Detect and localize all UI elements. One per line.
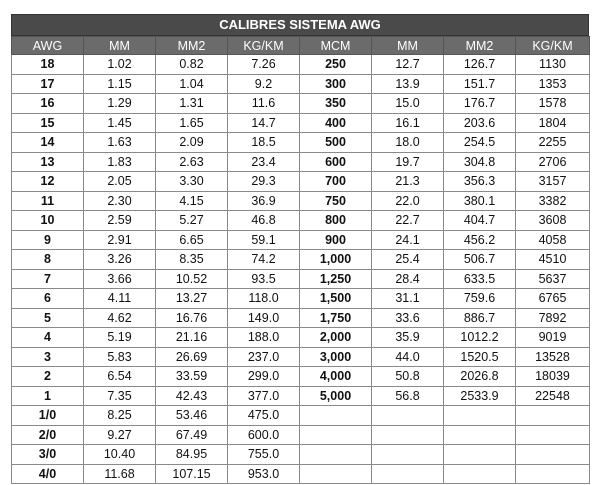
awg-mm2-cell: 2.09 [156,133,228,153]
mcm-mm2-cell: 380.1 [444,191,516,211]
awg-gauge-cell: 8 [12,250,84,270]
awg-gauge-cell: 3 [12,347,84,367]
awg-gauge-cell: 2 [12,367,84,387]
table-row [12,74,590,94]
mcm-mm-cell: 18.0 [372,133,444,153]
table-row [12,269,590,289]
awg-kgkm-cell: 59.1 [228,230,300,250]
awg-kgkm-cell: 953.0 [228,464,300,484]
awg-kgkm-cell: 93.5 [228,269,300,289]
table-row [12,464,590,484]
table-row [12,250,590,270]
mcm-gauge-cell: 750 [300,191,372,211]
mcm-mm2-cell: 1012.2 [444,328,516,348]
mcm-gauge-cell: 900 [300,230,372,250]
awg-kgkm-cell: 299.0 [228,367,300,387]
awg-gauge-cell: 3/0 [12,445,84,465]
mcm-gauge-cell: 800 [300,211,372,231]
mcm-mm2-cell: 886.7 [444,308,516,328]
awg-gauge-cell: 11 [12,191,84,211]
awg-kgkm-cell: 9.2 [228,74,300,94]
table-row [12,328,590,348]
awg-kgkm-cell: 36.9 [228,191,300,211]
awg-gauge-cell: 6 [12,289,84,309]
header-mcm: MCM [300,37,372,55]
empty-cell [444,406,516,426]
mcm-mm-cell: 22.0 [372,191,444,211]
mcm-kgkm-cell: 4510 [516,250,590,270]
mcm-gauge-cell: 1,500 [300,289,372,309]
awg-kgkm-cell: 18.5 [228,133,300,153]
awg-gauge-cell: 12 [12,172,84,192]
mcm-gauge-cell: 5,000 [300,386,372,406]
awg-mm2-cell: 4.15 [156,191,228,211]
empty-cell [516,464,590,484]
awg-kgkm-cell: 377.0 [228,386,300,406]
mcm-mm-cell: 33.6 [372,308,444,328]
mcm-kgkm-cell: 2255 [516,133,590,153]
awg-mm-cell: 1.29 [84,94,156,114]
awg-mm-cell: 2.30 [84,191,156,211]
awg-mm2-cell: 1.04 [156,74,228,94]
table-row [12,191,590,211]
mcm-kgkm-cell: 2706 [516,152,590,172]
awg-mm2-cell: 10.52 [156,269,228,289]
header-kgkm-left: KG/KM [228,37,300,55]
awg-mm-cell: 3.26 [84,250,156,270]
empty-cell [372,406,444,426]
awg-kgkm-cell: 237.0 [228,347,300,367]
mcm-kgkm-cell: 4058 [516,230,590,250]
awg-mm-cell: 2.91 [84,230,156,250]
awg-mm2-cell: 2.63 [156,152,228,172]
table-row [12,55,590,75]
awg-kgkm-cell: 755.0 [228,445,300,465]
awg-gauge-cell: 10 [12,211,84,231]
mcm-mm-cell: 50.8 [372,367,444,387]
awg-mm2-cell: 5.27 [156,211,228,231]
awg-gauge-cell: 13 [12,152,84,172]
mcm-kgkm-cell: 1578 [516,94,590,114]
awg-gauge-cell: 4 [12,328,84,348]
table-row [12,308,590,328]
awg-mm2-cell: 16.76 [156,308,228,328]
empty-cell [444,445,516,465]
header-row [12,37,590,55]
awg-gauge-cell: 1/0 [12,406,84,426]
mcm-mm-cell: 35.9 [372,328,444,348]
table-row [12,347,590,367]
header-mm2-left: MM2 [156,37,228,55]
mcm-mm-cell: 56.8 [372,386,444,406]
mcm-mm2-cell: 356.3 [444,172,516,192]
awg-table [11,36,590,484]
empty-cell [300,406,372,426]
awg-gauge-cell: 17 [12,74,84,94]
empty-cell [516,406,590,426]
awg-mm2-cell: 13.27 [156,289,228,309]
mcm-mm2-cell: 456.2 [444,230,516,250]
mcm-kgkm-cell: 18039 [516,367,590,387]
mcm-mm2-cell: 126.7 [444,55,516,75]
mcm-gauge-cell: 250 [300,55,372,75]
awg-gauge-cell: 7 [12,269,84,289]
awg-kgkm-cell: 600.0 [228,425,300,445]
empty-cell [300,445,372,465]
awg-mm2-cell: 1.31 [156,94,228,114]
mcm-kgkm-cell: 9019 [516,328,590,348]
awg-mm-cell: 11.68 [84,464,156,484]
header-mm2-right: MM2 [444,37,516,55]
mcm-mm2-cell: 304.8 [444,152,516,172]
awg-mm2-cell: 53.46 [156,406,228,426]
mcm-mm2-cell: 151.7 [444,74,516,94]
table-row [12,289,590,309]
mcm-gauge-cell: 500 [300,133,372,153]
mcm-kgkm-cell: 1130 [516,55,590,75]
mcm-mm2-cell: 2026.8 [444,367,516,387]
table-row [12,386,590,406]
awg-mm-cell: 2.05 [84,172,156,192]
mcm-mm-cell: 24.1 [372,230,444,250]
mcm-gauge-cell: 400 [300,113,372,133]
table-row [12,367,590,387]
awg-gauge-cell: 15 [12,113,84,133]
awg-mm-cell: 9.27 [84,425,156,445]
awg-mm2-cell: 107.15 [156,464,228,484]
empty-cell [516,445,590,465]
mcm-mm-cell: 19.7 [372,152,444,172]
mcm-mm2-cell: 506.7 [444,250,516,270]
awg-kgkm-cell: 188.0 [228,328,300,348]
table-row [12,152,590,172]
awg-gauge-cell: 2/0 [12,425,84,445]
header-mm-right: MM [372,37,444,55]
awg-mm2-cell: 3.30 [156,172,228,192]
mcm-mm2-cell: 633.5 [444,269,516,289]
awg-kgkm-cell: 475.0 [228,406,300,426]
mcm-kgkm-cell: 1353 [516,74,590,94]
mcm-gauge-cell: 300 [300,74,372,94]
awg-mm2-cell: 33.59 [156,367,228,387]
awg-mm-cell: 7.35 [84,386,156,406]
awg-kgkm-cell: 14.7 [228,113,300,133]
awg-mm2-cell: 6.65 [156,230,228,250]
awg-gauge-cell: 5 [12,308,84,328]
table-title: CALIBRES SISTEMA AWG [11,14,589,36]
awg-gauge-cell: 16 [12,94,84,114]
header-kgkm-right: KG/KM [516,37,590,55]
awg-mm-cell: 5.83 [84,347,156,367]
awg-mm-cell: 10.40 [84,445,156,465]
awg-mm2-cell: 8.35 [156,250,228,270]
mcm-mm2-cell: 759.6 [444,289,516,309]
mcm-gauge-cell: 4,000 [300,367,372,387]
mcm-kgkm-cell: 3382 [516,191,590,211]
awg-mm2-cell: 84.95 [156,445,228,465]
mcm-mm2-cell: 404.7 [444,211,516,231]
mcm-kgkm-cell: 3608 [516,211,590,231]
table-row [12,425,590,445]
awg-kgkm-cell: 11.6 [228,94,300,114]
table-row [12,211,590,231]
table-row [12,94,590,114]
table-row [12,172,590,192]
table-body [12,55,590,484]
awg-mm-cell: 1.45 [84,113,156,133]
table-row [12,445,590,465]
awg-mm-cell: 2.59 [84,211,156,231]
mcm-kgkm-cell: 13528 [516,347,590,367]
awg-mm2-cell: 21.16 [156,328,228,348]
mcm-gauge-cell: 600 [300,152,372,172]
mcm-kgkm-cell: 3157 [516,172,590,192]
mcm-gauge-cell: 700 [300,172,372,192]
mcm-mm-cell: 16.1 [372,113,444,133]
mcm-gauge-cell: 2,000 [300,328,372,348]
mcm-mm-cell: 13.9 [372,74,444,94]
awg-kgkm-cell: 23.4 [228,152,300,172]
empty-cell [444,425,516,445]
table-row [12,230,590,250]
empty-cell [372,464,444,484]
mcm-gauge-cell: 350 [300,94,372,114]
awg-mm-cell: 1.02 [84,55,156,75]
awg-mm-cell: 4.62 [84,308,156,328]
table-row [12,406,590,426]
awg-mm-cell: 1.15 [84,74,156,94]
mcm-gauge-cell: 1,000 [300,250,372,270]
empty-cell [444,464,516,484]
awg-gauge-cell: 18 [12,55,84,75]
awg-mm2-cell: 67.49 [156,425,228,445]
awg-kgkm-cell: 46.8 [228,211,300,231]
mcm-gauge-cell: 1,250 [300,269,372,289]
awg-gauge-cell: 4/0 [12,464,84,484]
awg-mm2-cell: 26.69 [156,347,228,367]
empty-cell [516,425,590,445]
awg-mm-cell: 3.66 [84,269,156,289]
mcm-mm-cell: 28.4 [372,269,444,289]
awg-mm-cell: 4.11 [84,289,156,309]
awg-kgkm-cell: 74.2 [228,250,300,270]
mcm-mm2-cell: 203.6 [444,113,516,133]
awg-mm2-cell: 0.82 [156,55,228,75]
table-row [12,133,590,153]
awg-mm2-cell: 42.43 [156,386,228,406]
empty-cell [300,464,372,484]
awg-mm-cell: 8.25 [84,406,156,426]
header-mm-left: MM [84,37,156,55]
header-awg: AWG [12,37,84,55]
mcm-mm2-cell: 1520.5 [444,347,516,367]
mcm-kgkm-cell: 22548 [516,386,590,406]
mcm-kgkm-cell: 6765 [516,289,590,309]
awg-mm-cell: 1.83 [84,152,156,172]
mcm-kgkm-cell: 1804 [516,113,590,133]
mcm-kgkm-cell: 7892 [516,308,590,328]
empty-cell [372,425,444,445]
mcm-mm-cell: 21.3 [372,172,444,192]
awg-kgkm-cell: 118.0 [228,289,300,309]
awg-kgkm-cell: 149.0 [228,308,300,328]
mcm-gauge-cell: 1,750 [300,308,372,328]
mcm-gauge-cell: 3,000 [300,347,372,367]
awg-mm-cell: 6.54 [84,367,156,387]
awg-table-container [11,14,589,484]
mcm-kgkm-cell: 5637 [516,269,590,289]
mcm-mm-cell: 12.7 [372,55,444,75]
awg-gauge-cell: 9 [12,230,84,250]
empty-cell [372,445,444,465]
table-row [12,113,590,133]
awg-gauge-cell: 1 [12,386,84,406]
mcm-mm2-cell: 254.5 [444,133,516,153]
awg-kgkm-cell: 29.3 [228,172,300,192]
awg-mm2-cell: 1.65 [156,113,228,133]
empty-cell [300,425,372,445]
mcm-mm-cell: 31.1 [372,289,444,309]
mcm-mm2-cell: 176.7 [444,94,516,114]
mcm-mm-cell: 44.0 [372,347,444,367]
mcm-mm2-cell: 2533.9 [444,386,516,406]
mcm-mm-cell: 15.0 [372,94,444,114]
awg-kgkm-cell: 7.26 [228,55,300,75]
awg-mm-cell: 1.63 [84,133,156,153]
mcm-mm-cell: 22.7 [372,211,444,231]
awg-mm-cell: 5.19 [84,328,156,348]
mcm-mm-cell: 25.4 [372,250,444,270]
awg-gauge-cell: 14 [12,133,84,153]
